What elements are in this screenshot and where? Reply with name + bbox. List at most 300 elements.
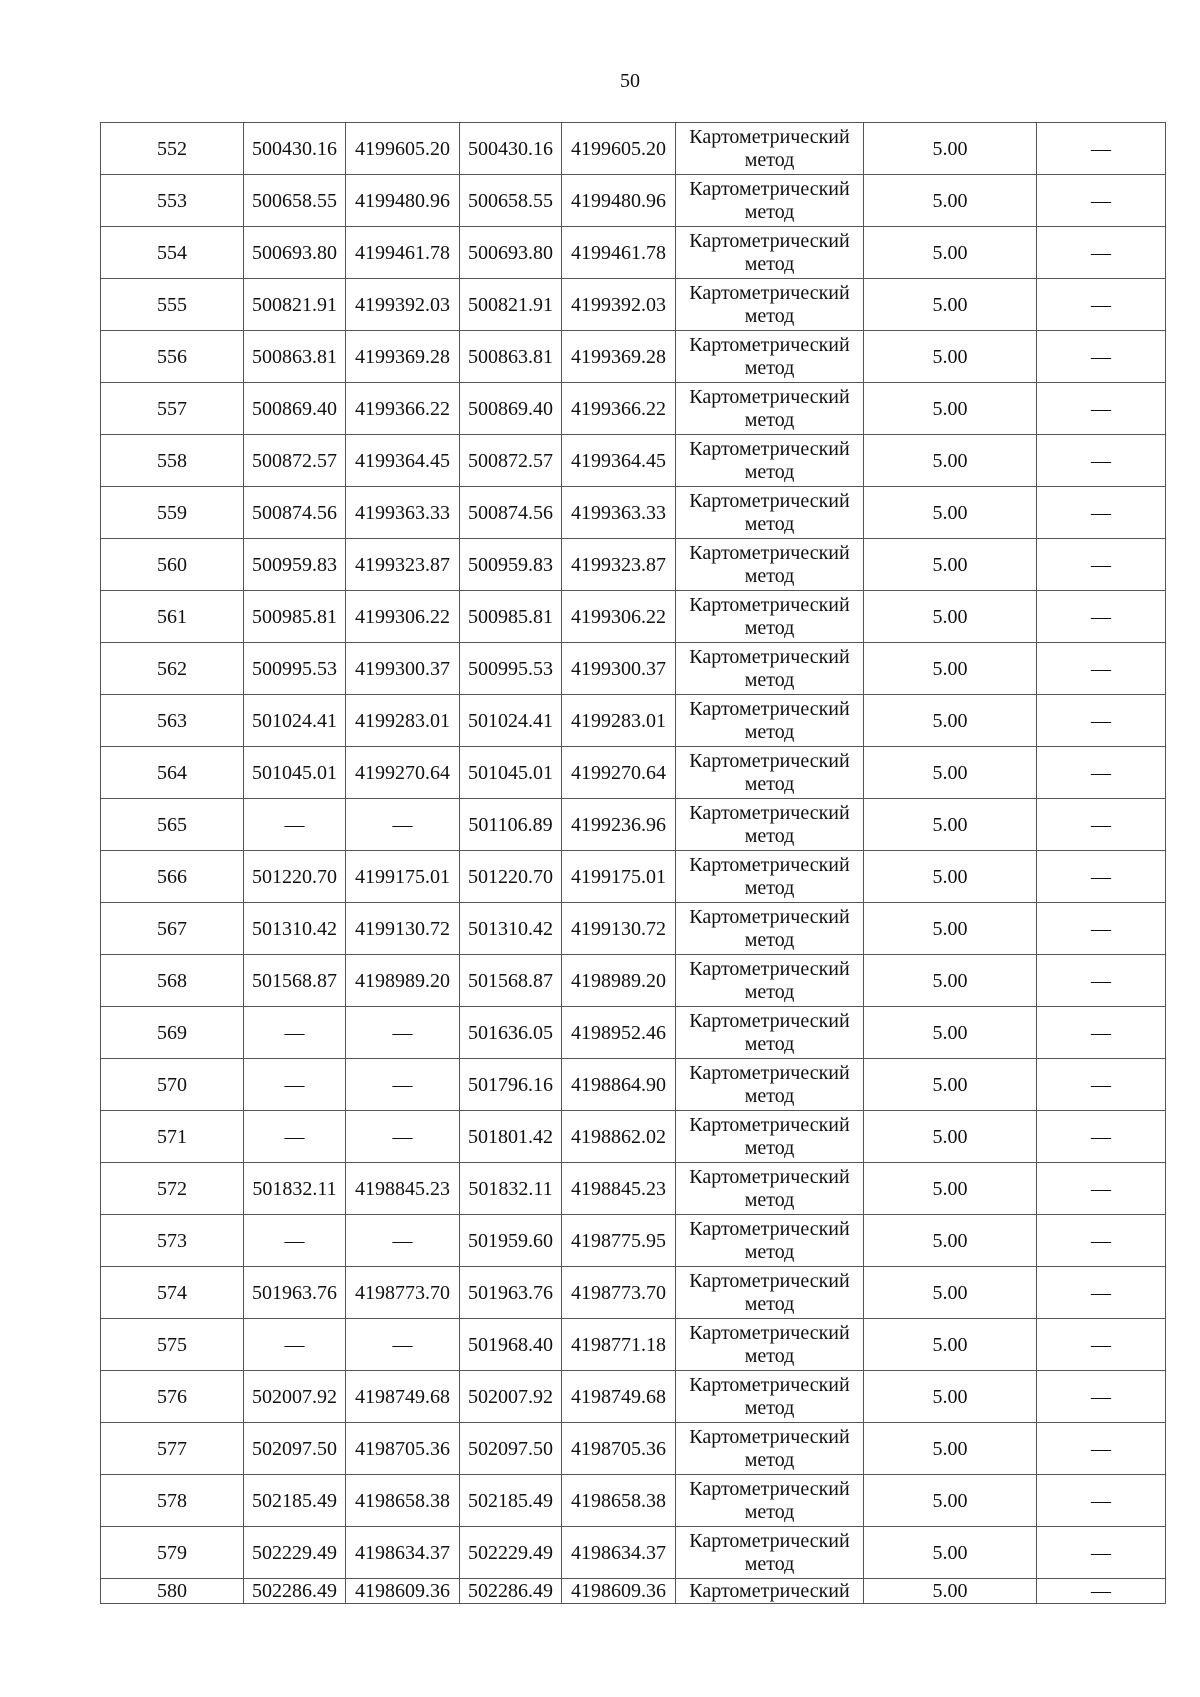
existing-x-cell: 500995.53 (244, 643, 346, 695)
new-y-cell: 4198773.70 (562, 1267, 676, 1319)
accuracy-cell: 5.00 (864, 1527, 1037, 1579)
accuracy-cell: 5.00 (864, 123, 1037, 175)
method-cell (676, 1579, 864, 1604)
method-line2: метод (744, 720, 795, 743)
note-cell: — (1037, 643, 1166, 695)
method-cell (676, 1371, 864, 1423)
method-line2: метод (744, 876, 795, 899)
table-row (101, 851, 1166, 903)
note-cell: — (1037, 591, 1166, 643)
method-cell (676, 279, 864, 331)
accuracy-cell: 5.00 (864, 1319, 1037, 1371)
method-cell (676, 1527, 864, 1579)
method-line2: метод (744, 1552, 795, 1575)
table-body (101, 123, 1166, 1604)
new-x-cell: 502185.49 (460, 1475, 562, 1527)
method-line1: Картометрический (689, 177, 850, 200)
existing-y-cell: 4199270.64 (346, 747, 460, 799)
point-number-cell: 570 (101, 1059, 244, 1111)
method-line2: метод (744, 1292, 795, 1315)
table-row (101, 1319, 1166, 1371)
new-x-cell: 501568.87 (460, 955, 562, 1007)
accuracy-cell: 5.00 (864, 435, 1037, 487)
table-row (101, 1215, 1166, 1267)
table-row (101, 1371, 1166, 1423)
existing-y-cell: 4198845.23 (346, 1163, 460, 1215)
method-cell (676, 487, 864, 539)
method-line1: Картометрический (689, 385, 850, 408)
point-number-cell: 569 (101, 1007, 244, 1059)
point-number-cell: 579 (101, 1527, 244, 1579)
new-y-cell: 4198609.36 (562, 1579, 676, 1604)
method-line2: метод (744, 252, 795, 275)
point-number-cell: 578 (101, 1475, 244, 1527)
method-line1: Картометрический (689, 229, 850, 252)
note-cell: — (1037, 227, 1166, 279)
note-cell: — (1037, 1475, 1166, 1527)
existing-x-cell: 500863.81 (244, 331, 346, 383)
accuracy-cell: 5.00 (864, 1215, 1037, 1267)
accuracy-cell: 5.00 (864, 1475, 1037, 1527)
existing-y-cell: — (346, 1319, 460, 1371)
table-row (101, 487, 1166, 539)
method-line2: метод (744, 928, 795, 951)
table-row (101, 383, 1166, 435)
existing-y-cell: 4198658.38 (346, 1475, 460, 1527)
accuracy-cell: 5.00 (864, 799, 1037, 851)
table-row (101, 1475, 1166, 1527)
existing-y-cell: 4198609.36 (346, 1579, 460, 1604)
method-line2: метод (744, 772, 795, 795)
accuracy-cell: 5.00 (864, 1059, 1037, 1111)
new-x-cell: 500872.57 (460, 435, 562, 487)
method-line1: Картометрический (689, 437, 850, 460)
method-line1: Картометрический (689, 1529, 850, 1552)
point-number-cell: 573 (101, 1215, 244, 1267)
point-number-cell: 560 (101, 539, 244, 591)
new-x-cell: 500658.55 (460, 175, 562, 227)
accuracy-cell: 5.00 (864, 851, 1037, 903)
existing-y-cell: 4199392.03 (346, 279, 460, 331)
method-line1: Картометрический (689, 1113, 850, 1136)
note-cell: — (1037, 123, 1166, 175)
new-x-cell: 501832.11 (460, 1163, 562, 1215)
note-cell: — (1037, 1007, 1166, 1059)
method-line1: Картометрический (689, 1425, 850, 1448)
page-number: 50 (620, 70, 640, 92)
table-row (101, 279, 1166, 331)
accuracy-cell: 5.00 (864, 487, 1037, 539)
new-x-cell: 500863.81 (460, 331, 562, 383)
method-line1: Картометрический (689, 1009, 850, 1032)
point-number-cell: 556 (101, 331, 244, 383)
method-cell (676, 435, 864, 487)
method-cell (676, 1475, 864, 1527)
method-line1: Картометрический (689, 541, 850, 564)
method-line2: метод (744, 408, 795, 431)
existing-x-cell: 500985.81 (244, 591, 346, 643)
new-y-cell: 4199369.28 (562, 331, 676, 383)
point-number-cell: 574 (101, 1267, 244, 1319)
existing-x-cell: 500872.57 (244, 435, 346, 487)
new-y-cell: 4199363.33 (562, 487, 676, 539)
new-y-cell: 4198862.02 (562, 1111, 676, 1163)
new-x-cell: 502007.92 (460, 1371, 562, 1423)
new-x-cell: 501963.76 (460, 1267, 562, 1319)
method-line2: метод (744, 1448, 795, 1471)
existing-x-cell: — (244, 1319, 346, 1371)
method-cell (676, 955, 864, 1007)
accuracy-cell: 5.00 (864, 643, 1037, 695)
new-x-cell: 500821.91 (460, 279, 562, 331)
new-y-cell: 4198705.36 (562, 1423, 676, 1475)
existing-y-cell: 4199300.37 (346, 643, 460, 695)
existing-x-cell: 500869.40 (244, 383, 346, 435)
existing-y-cell: — (346, 799, 460, 851)
point-number-cell: 567 (101, 903, 244, 955)
method-line1: Картометрический (689, 593, 850, 616)
existing-y-cell: 4198634.37 (346, 1527, 460, 1579)
new-x-cell: 501220.70 (460, 851, 562, 903)
method-line1: Картометрический (689, 905, 850, 928)
existing-x-cell: 500693.80 (244, 227, 346, 279)
existing-y-cell: — (346, 1059, 460, 1111)
accuracy-cell: 5.00 (864, 175, 1037, 227)
accuracy-cell: 5.00 (864, 1007, 1037, 1059)
table-row (101, 1059, 1166, 1111)
method-line1: Картометрический (689, 281, 850, 304)
accuracy-cell: 5.00 (864, 1163, 1037, 1215)
existing-x-cell: 502286.49 (244, 1579, 346, 1604)
point-number-cell: 577 (101, 1423, 244, 1475)
new-y-cell: 4199461.78 (562, 227, 676, 279)
point-number-cell: 568 (101, 955, 244, 1007)
existing-x-cell: 502097.50 (244, 1423, 346, 1475)
point-number-cell: 565 (101, 799, 244, 851)
new-x-cell: 500995.53 (460, 643, 562, 695)
note-cell: — (1037, 279, 1166, 331)
method-line1: Картометрический (689, 1477, 850, 1500)
point-number-cell: 563 (101, 695, 244, 747)
method-line1: Картометрический (689, 853, 850, 876)
method-line1: Картометрический (689, 489, 850, 512)
table-row (101, 955, 1166, 1007)
new-y-cell: 4199366.22 (562, 383, 676, 435)
method-cell (676, 1163, 864, 1215)
existing-x-cell: 501024.41 (244, 695, 346, 747)
method-line2: метод (744, 512, 795, 535)
existing-x-cell: 502229.49 (244, 1527, 346, 1579)
existing-y-cell: 4198749.68 (346, 1371, 460, 1423)
table-row (101, 747, 1166, 799)
new-x-cell: 502286.49 (460, 1579, 562, 1604)
table-row (101, 903, 1166, 955)
new-x-cell: 501968.40 (460, 1319, 562, 1371)
existing-y-cell: 4198773.70 (346, 1267, 460, 1319)
method-line2: метод (744, 1500, 795, 1523)
new-y-cell: 4199270.64 (562, 747, 676, 799)
new-y-cell: 4198658.38 (562, 1475, 676, 1527)
method-cell (676, 123, 864, 175)
method-line1: Картометрический (689, 1579, 850, 1602)
note-cell: — (1037, 383, 1166, 435)
existing-x-cell: 501568.87 (244, 955, 346, 1007)
method-cell (676, 1423, 864, 1475)
point-number-cell: 564 (101, 747, 244, 799)
accuracy-cell: 5.00 (864, 695, 1037, 747)
existing-x-cell: 500430.16 (244, 123, 346, 175)
existing-y-cell: — (346, 1007, 460, 1059)
note-cell: — (1037, 1111, 1166, 1163)
new-y-cell: 4198749.68 (562, 1371, 676, 1423)
point-number-cell: 566 (101, 851, 244, 903)
method-line2: метод (744, 1240, 795, 1263)
accuracy-cell: 5.00 (864, 1579, 1037, 1604)
existing-y-cell: 4199366.22 (346, 383, 460, 435)
table-row (101, 799, 1166, 851)
new-x-cell: 501024.41 (460, 695, 562, 747)
method-cell (676, 643, 864, 695)
method-cell (676, 1267, 864, 1319)
point-number-cell: 580 (101, 1579, 244, 1604)
existing-y-cell: — (346, 1111, 460, 1163)
new-y-cell: 4199364.45 (562, 435, 676, 487)
method-cell (676, 1319, 864, 1371)
new-x-cell: 501106.89 (460, 799, 562, 851)
method-line1: Картометрический (689, 1165, 850, 1188)
existing-y-cell: 4199369.28 (346, 331, 460, 383)
accuracy-cell: 5.00 (864, 747, 1037, 799)
new-y-cell: 4198864.90 (562, 1059, 676, 1111)
method-line2: метод (744, 824, 795, 847)
method-line2: метод (744, 304, 795, 327)
method-cell (676, 695, 864, 747)
method-line1: Картометрический (689, 697, 850, 720)
accuracy-cell: 5.00 (864, 383, 1037, 435)
point-number-cell: 561 (101, 591, 244, 643)
existing-x-cell: 501220.70 (244, 851, 346, 903)
note-cell: — (1037, 539, 1166, 591)
new-y-cell: 4198952.46 (562, 1007, 676, 1059)
new-x-cell: 500874.56 (460, 487, 562, 539)
note-cell: — (1037, 1059, 1166, 1111)
existing-x-cell: 500959.83 (244, 539, 346, 591)
new-y-cell: 4199175.01 (562, 851, 676, 903)
new-x-cell: 501636.05 (460, 1007, 562, 1059)
method-cell (676, 903, 864, 955)
accuracy-cell: 5.00 (864, 279, 1037, 331)
table-row (101, 435, 1166, 487)
method-line2: метод (744, 1188, 795, 1211)
table-row (101, 591, 1166, 643)
existing-x-cell: 501310.42 (244, 903, 346, 955)
accuracy-cell: 5.00 (864, 1423, 1037, 1475)
note-cell: — (1037, 695, 1166, 747)
existing-x-cell: 501963.76 (244, 1267, 346, 1319)
method-cell (676, 747, 864, 799)
new-x-cell: 500869.40 (460, 383, 562, 435)
new-y-cell: 4198775.95 (562, 1215, 676, 1267)
new-y-cell: 4198634.37 (562, 1527, 676, 1579)
point-number-cell: 576 (101, 1371, 244, 1423)
method-cell (676, 539, 864, 591)
existing-y-cell: 4199175.01 (346, 851, 460, 903)
method-line2: метод (744, 616, 795, 639)
existing-x-cell: 500874.56 (244, 487, 346, 539)
table-row (101, 1267, 1166, 1319)
point-number-cell: 562 (101, 643, 244, 695)
new-x-cell: 502229.49 (460, 1527, 562, 1579)
method-line1: Картометрический (689, 645, 850, 668)
accuracy-cell: 5.00 (864, 1111, 1037, 1163)
new-y-cell: 4199300.37 (562, 643, 676, 695)
table-row (101, 331, 1166, 383)
method-line2: метод (744, 668, 795, 691)
accuracy-cell: 5.00 (864, 331, 1037, 383)
accuracy-cell: 5.00 (864, 539, 1037, 591)
new-x-cell: 500430.16 (460, 123, 562, 175)
method-line1: Картометрический (689, 1217, 850, 1240)
method-cell (676, 383, 864, 435)
existing-x-cell: 501045.01 (244, 747, 346, 799)
accuracy-cell: 5.00 (864, 1371, 1037, 1423)
existing-y-cell: 4199461.78 (346, 227, 460, 279)
method-cell (676, 799, 864, 851)
point-number-cell: 557 (101, 383, 244, 435)
note-cell: — (1037, 1267, 1166, 1319)
existing-y-cell: 4199306.22 (346, 591, 460, 643)
existing-x-cell: 500658.55 (244, 175, 346, 227)
method-line2: метод (744, 356, 795, 379)
new-y-cell: 4199480.96 (562, 175, 676, 227)
method-line1: Картометрический (689, 749, 850, 772)
method-cell (676, 851, 864, 903)
point-number-cell: 558 (101, 435, 244, 487)
existing-y-cell: — (346, 1215, 460, 1267)
note-cell: — (1037, 1371, 1166, 1423)
point-number-cell: 555 (101, 279, 244, 331)
point-number-cell: 552 (101, 123, 244, 175)
note-cell: — (1037, 331, 1166, 383)
table-row (101, 1527, 1166, 1579)
existing-y-cell: 4198989.20 (346, 955, 460, 1007)
method-cell (676, 1059, 864, 1111)
note-cell: — (1037, 1527, 1166, 1579)
note-cell: — (1037, 435, 1166, 487)
note-cell: — (1037, 747, 1166, 799)
table-row (101, 1163, 1166, 1215)
note-cell: — (1037, 1163, 1166, 1215)
table-row (101, 175, 1166, 227)
existing-x-cell: — (244, 1007, 346, 1059)
new-x-cell: 500985.81 (460, 591, 562, 643)
note-cell: — (1037, 175, 1166, 227)
new-y-cell: 4199283.01 (562, 695, 676, 747)
table-row (101, 695, 1166, 747)
existing-y-cell: 4199283.01 (346, 695, 460, 747)
point-number-cell: 554 (101, 227, 244, 279)
new-x-cell: 501796.16 (460, 1059, 562, 1111)
method-line2: метод (744, 460, 795, 483)
method-line1: Картометрический (689, 801, 850, 824)
note-cell: — (1037, 1319, 1166, 1371)
method-line2: метод (744, 200, 795, 223)
existing-x-cell: — (244, 1215, 346, 1267)
new-x-cell: 501310.42 (460, 903, 562, 955)
existing-x-cell: — (244, 799, 346, 851)
new-x-cell: 500959.83 (460, 539, 562, 591)
new-y-cell: 4199306.22 (562, 591, 676, 643)
note-cell: — (1037, 1215, 1166, 1267)
note-cell: — (1037, 799, 1166, 851)
existing-x-cell: 502007.92 (244, 1371, 346, 1423)
method-line2: метод (744, 1032, 795, 1055)
note-cell: — (1037, 903, 1166, 955)
note-cell: — (1037, 1579, 1166, 1604)
accuracy-cell: 5.00 (864, 955, 1037, 1007)
new-y-cell: 4199130.72 (562, 903, 676, 955)
point-number-cell: 571 (101, 1111, 244, 1163)
table-row (101, 123, 1166, 175)
existing-y-cell: 4198705.36 (346, 1423, 460, 1475)
table-row (101, 1579, 1166, 1604)
note-cell: — (1037, 851, 1166, 903)
method-line2: метод (744, 148, 795, 171)
note-cell: — (1037, 487, 1166, 539)
existing-x-cell: 500821.91 (244, 279, 346, 331)
method-line2: метод (744, 980, 795, 1003)
method-line1: Картометрический (689, 1373, 850, 1396)
new-x-cell: 500693.80 (460, 227, 562, 279)
existing-x-cell: 501832.11 (244, 1163, 346, 1215)
new-y-cell: 4199236.96 (562, 799, 676, 851)
method-line1: Картометрический (689, 333, 850, 356)
method-line1: Картометрический (689, 1269, 850, 1292)
table-row (101, 227, 1166, 279)
new-y-cell: 4198771.18 (562, 1319, 676, 1371)
method-cell (676, 227, 864, 279)
point-number-cell: 572 (101, 1163, 244, 1215)
method-line2: метод (744, 1084, 795, 1107)
existing-y-cell: 4199605.20 (346, 123, 460, 175)
accuracy-cell: 5.00 (864, 227, 1037, 279)
method-line2: метод (744, 1396, 795, 1419)
new-y-cell: 4199323.87 (562, 539, 676, 591)
table-row (101, 643, 1166, 695)
method-line1: Картометрический (689, 125, 850, 148)
method-cell (676, 1111, 864, 1163)
table-row (101, 1423, 1166, 1475)
new-y-cell: 4198989.20 (562, 955, 676, 1007)
method-line1: Картометрический (689, 957, 850, 980)
existing-y-cell: 4199130.72 (346, 903, 460, 955)
new-x-cell: 501045.01 (460, 747, 562, 799)
existing-y-cell: 4199364.45 (346, 435, 460, 487)
new-y-cell: 4199392.03 (562, 279, 676, 331)
new-x-cell: 501801.42 (460, 1111, 562, 1163)
method-cell (676, 1007, 864, 1059)
method-line1: Картометрический (689, 1061, 850, 1084)
existing-x-cell: — (244, 1111, 346, 1163)
existing-y-cell: 4199363.33 (346, 487, 460, 539)
note-cell: — (1037, 1423, 1166, 1475)
method-line2: метод (744, 1344, 795, 1367)
existing-y-cell: 4199323.87 (346, 539, 460, 591)
note-cell: — (1037, 955, 1166, 1007)
method-cell (676, 1215, 864, 1267)
coordinates-table (100, 122, 1166, 1604)
existing-x-cell: — (244, 1059, 346, 1111)
